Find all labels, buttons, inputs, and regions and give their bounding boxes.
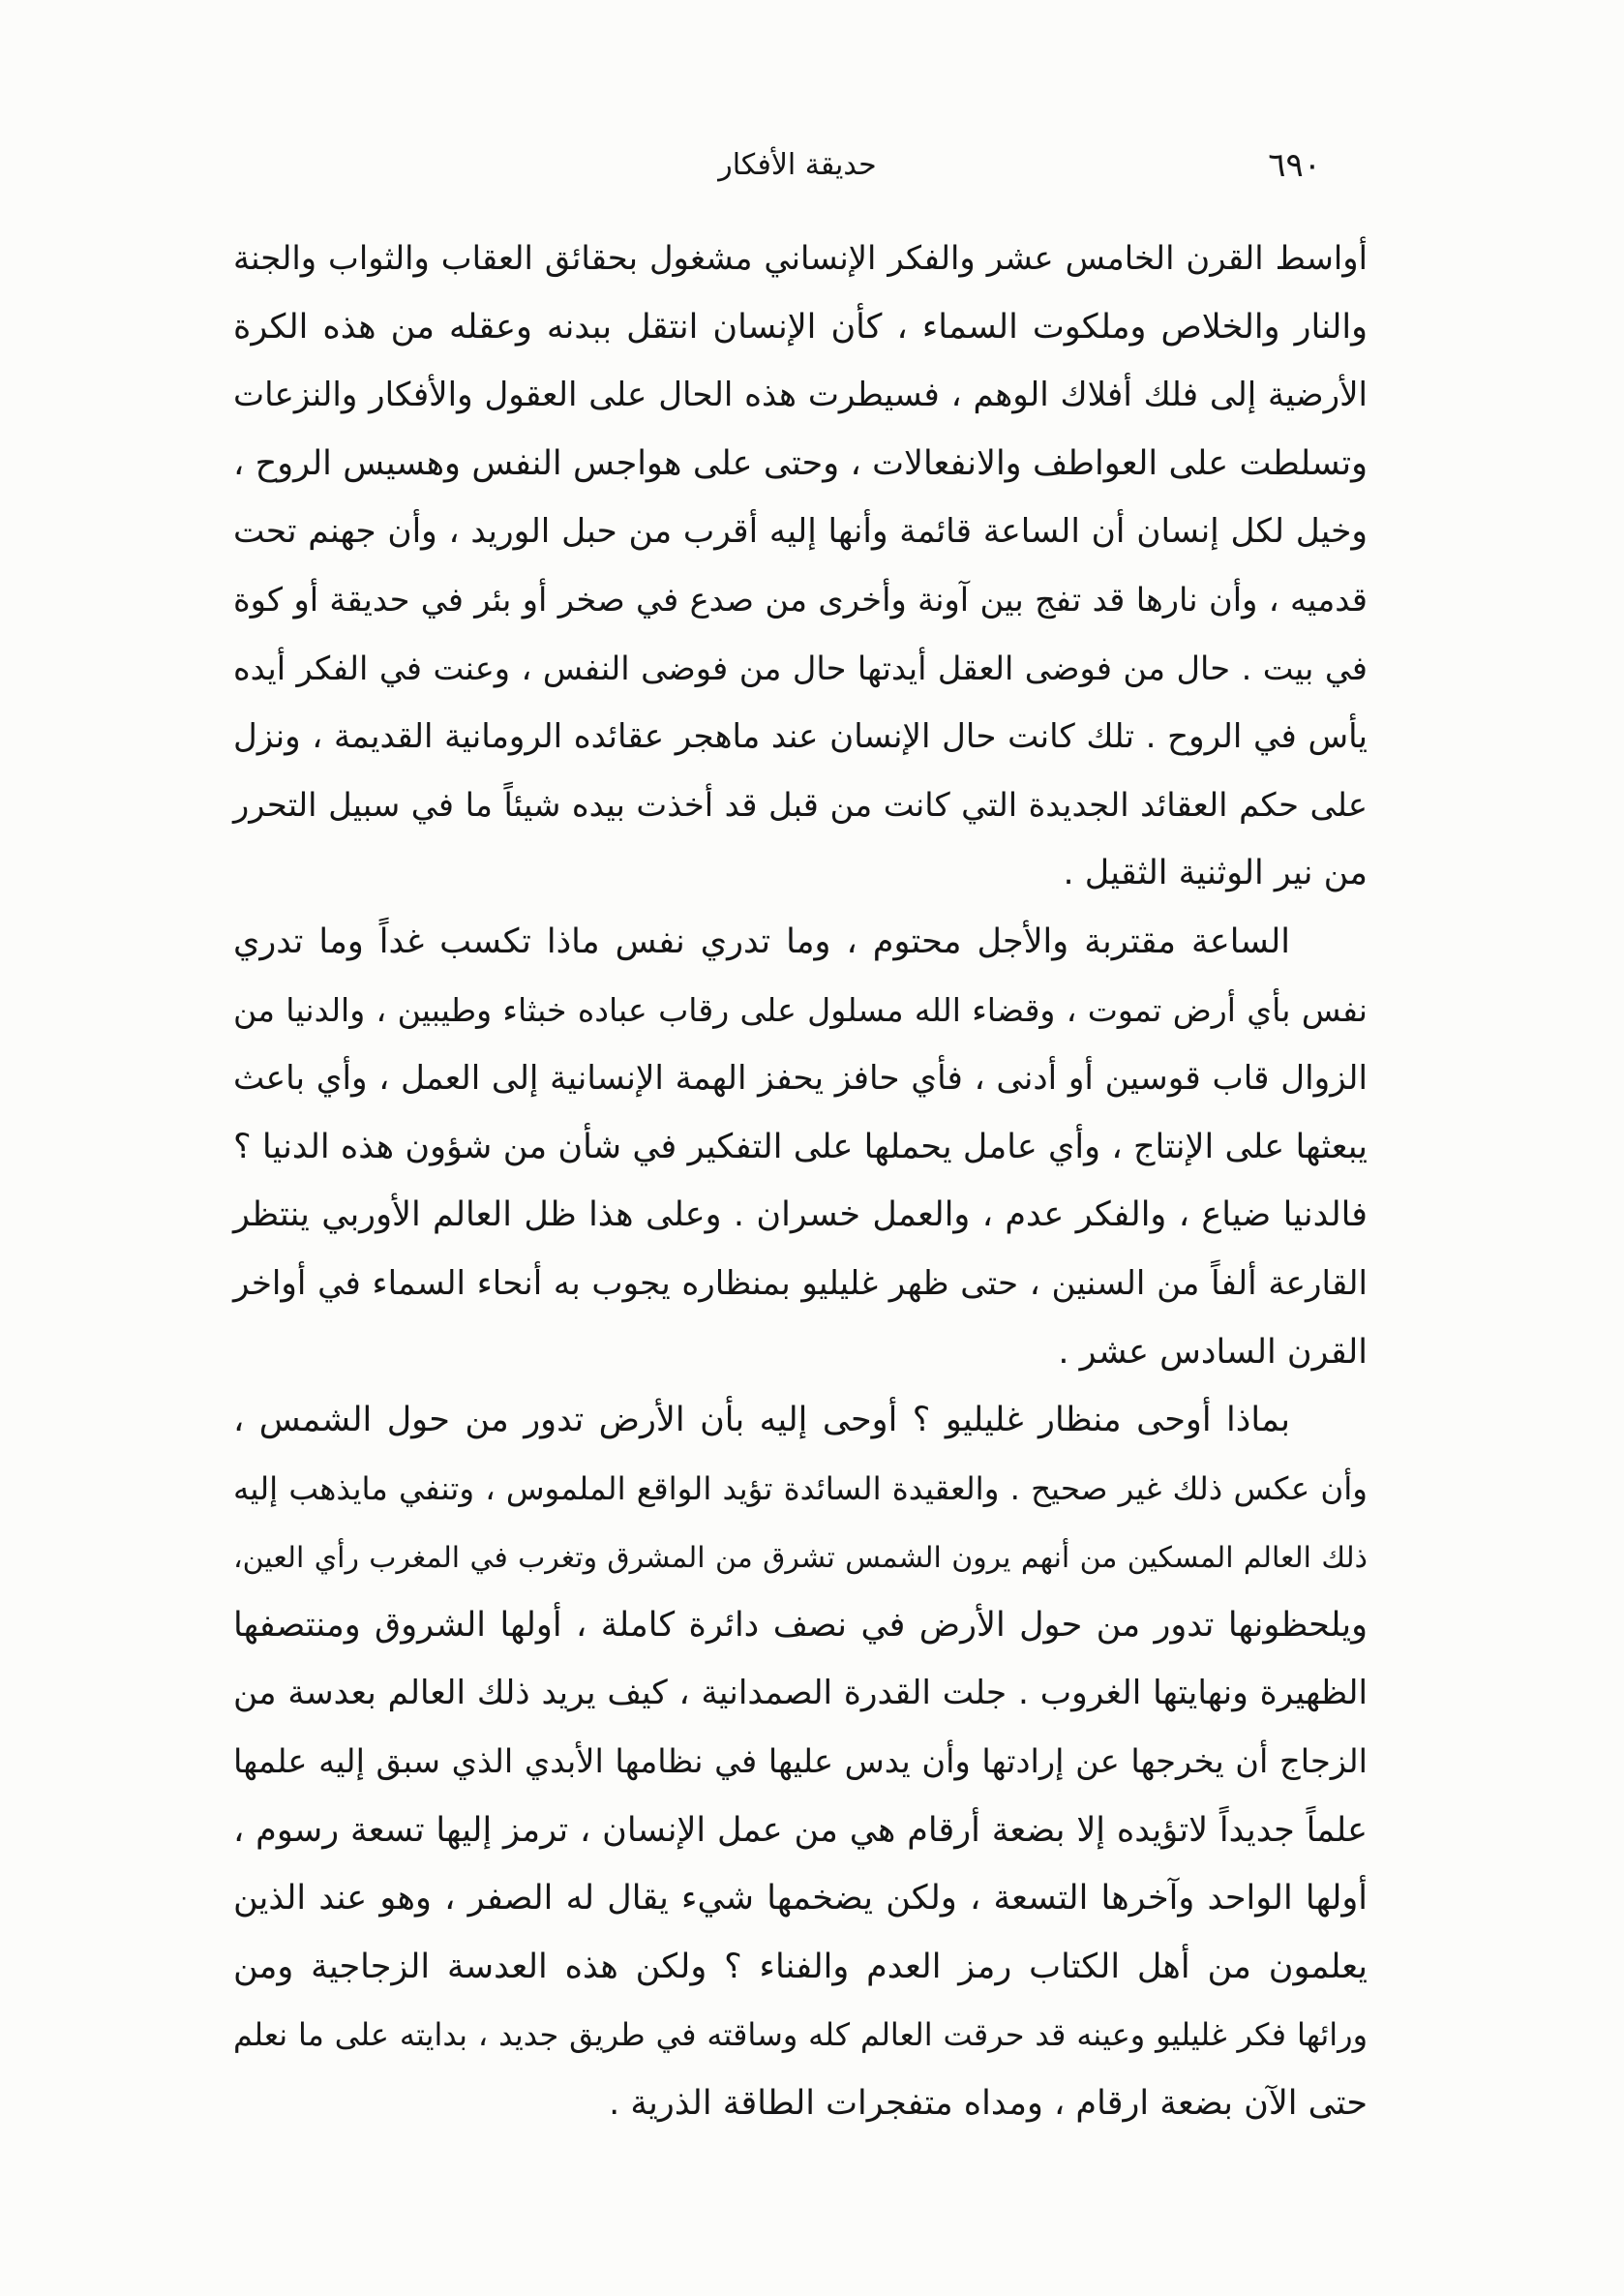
text-line (233, 430, 1368, 498)
line-text: الأرضية إلى فلك أفلاك الوهم ، فسيطرت هذه الحال على العقول والأفكار والنزعات (233, 376, 1368, 415)
paragraph-2 (233, 908, 1368, 1386)
line-text: الساعة مقتربة والأجل محتوم ، وما تدري نفس ماذا تكسب غداً وما تدري (233, 921, 1290, 961)
text-line (233, 566, 1368, 635)
line-text: الزجاج أن يخرجها عن إرادتها وأن يدس عليها في نظامها الأبدي الذي سبق إليه علمها (233, 1742, 1368, 1781)
text-line (233, 293, 1368, 362)
line-text: بماذا أوحى منظار غليليو ؟ أوحى إليه بأن الأرض تدور من حول الشمس ، (233, 1401, 1290, 1440)
line-text: ورائها فكر غليليو وعينه قد حرقت العالم كله وساقته في طريق جديد ، بدايته على ما نعلم (233, 2016, 1368, 2054)
line-text: أواسط القرن الخامس عشر والفكر الإنساني مشغول بحقائق العقاب والثواب والجنة (233, 239, 1368, 277)
running-title: حديقة الأفكار (718, 148, 877, 182)
line-text: يبعثها على الإنتاج ، وأي عامل يحملها على التفكير في شأن من شؤون هذه الدنيا ؟ (233, 1127, 1368, 1166)
text-line (233, 1523, 1368, 1591)
line-text: علماً جديداً لاتؤيده إلا بضعة أرقام هي من عمل الإنسان ، ترمز إليها تسعة رسوم ، (233, 1810, 1368, 1850)
text-line (233, 1455, 1368, 1524)
line-text: يعلمون من أهل الكتاب رمز العدم والفناء ؟ ولكن هذه العدسة الزجاجية ومن (233, 1947, 1368, 1986)
text-line (233, 1386, 1368, 1455)
text-line (233, 908, 1368, 977)
line-text: ذلك العالم المسكين من أنهم يرون الشمس تشرق من المشرق وتغرب في المغرب رأي العين، (233, 1541, 1368, 1576)
line-text: في بيت . حال من فوضى العقل أيدتها حال من فوضى النفس ، وعنت في الفكر أيده (233, 649, 1368, 687)
text-line (233, 839, 1368, 908)
text-line (233, 635, 1368, 704)
text-line (233, 1181, 1368, 1250)
body-text (233, 225, 1368, 2138)
line-text: القارعة ألفاً من السنين ، حتى ظهر غليليو بمنظاره يجوب به أنحاء السماء في أواخر (233, 1263, 1368, 1303)
text-line (233, 1933, 1368, 2002)
line-text: أولها الواحد وآخرها التسعة ، ولكن يضخمها شيء يقال له الصفر ، وهو عند الذين (233, 1879, 1368, 1918)
line-text: الزوال قاب قوسين أو أدنى ، فأي حافز يحفز الهمة الإنسانية إلى العمل ، وأي باعث (233, 1059, 1368, 1099)
line-text: وخيل لكل إنسان أن الساعة قائمة وأنها إليه أقرب من حبل الوريد ، وأن جهنم تحت (233, 512, 1368, 552)
line-text: الظهيرة ونهايتها الغروب . جلت القدرة الصمدانية ، كيف يريد ذلك العالم بعدسة من (233, 1674, 1368, 1713)
page-number: ٦٩٠ (1268, 146, 1321, 185)
line-text: القرن السادس عشر . (1058, 1332, 1368, 1372)
line-text: وتسلطت على العواطف والانفعالات ، وحتى على هواجس النفس وهسيس الروح ، (233, 443, 1368, 483)
line-text: يأس في الروح . تلك كانت حال الإنسان عند ماهجر عقائده الرومانية القديمة ، ونزل (233, 717, 1368, 757)
text-line (233, 1250, 1368, 1318)
text-line (233, 703, 1368, 771)
text-line (233, 1728, 1368, 1797)
text-line (233, 1044, 1368, 1113)
text-line (233, 1797, 1368, 1865)
text-line (233, 1864, 1368, 1933)
paragraph-1 (233, 225, 1368, 908)
text-line (233, 1318, 1368, 1387)
text-line (233, 1591, 1368, 1660)
text-line (233, 2069, 1368, 2138)
line-text: وأن عكس ذلك غير صحيح . والعقيدة السائدة تؤيد الواقع الملموس ، وتنفي مايذهب إليه (233, 1469, 1368, 1507)
line-text: حتى الآن بضعة ارقام ، ومداه متفجرات الطاقة الذرية . (609, 2084, 1368, 2124)
line-text: على حكم العقائد الجديدة التي كانت من قبل قد أخذت بيده شيئاً ما في سبيل التحرر (233, 785, 1368, 824)
line-text: ويلحظونها تدور من حول الأرض في نصف دائرة كاملة ، أولها الشروق ومنتصفها (233, 1605, 1368, 1645)
paragraph-3 (233, 1386, 1368, 2138)
line-text: من نير الوثنية الثقيل . (1063, 854, 1368, 893)
text-line (233, 1659, 1368, 1728)
text-line (233, 771, 1368, 840)
line-text: نفس بأي أرض تموت ، وقضاء الله مسلول على رقاب عباده خبثاء وطيبين ، والدنيا من (233, 990, 1368, 1029)
text-line (233, 2001, 1368, 2069)
text-line (233, 498, 1368, 566)
running-head (0, 141, 1624, 190)
line-text: قدميه ، وأن نارها قد تفج بين آونة وأخرى من صدع في صخر أو بئر في حديقة أو كوة (233, 580, 1368, 619)
line-text: والنار والخلاص وملكوت السماء ، كأن الإنسان انتقل ببدنه وعقله من هذه الكرة (233, 307, 1368, 347)
text-line (233, 225, 1368, 293)
text-line (233, 361, 1368, 430)
line-text: فالدنيا ضياع ، والفكر عدم ، والعمل خسران . وعلى هذا ظل العالم الأوربي ينتظر (233, 1195, 1368, 1235)
text-line (233, 1113, 1368, 1182)
text-line (233, 977, 1368, 1045)
